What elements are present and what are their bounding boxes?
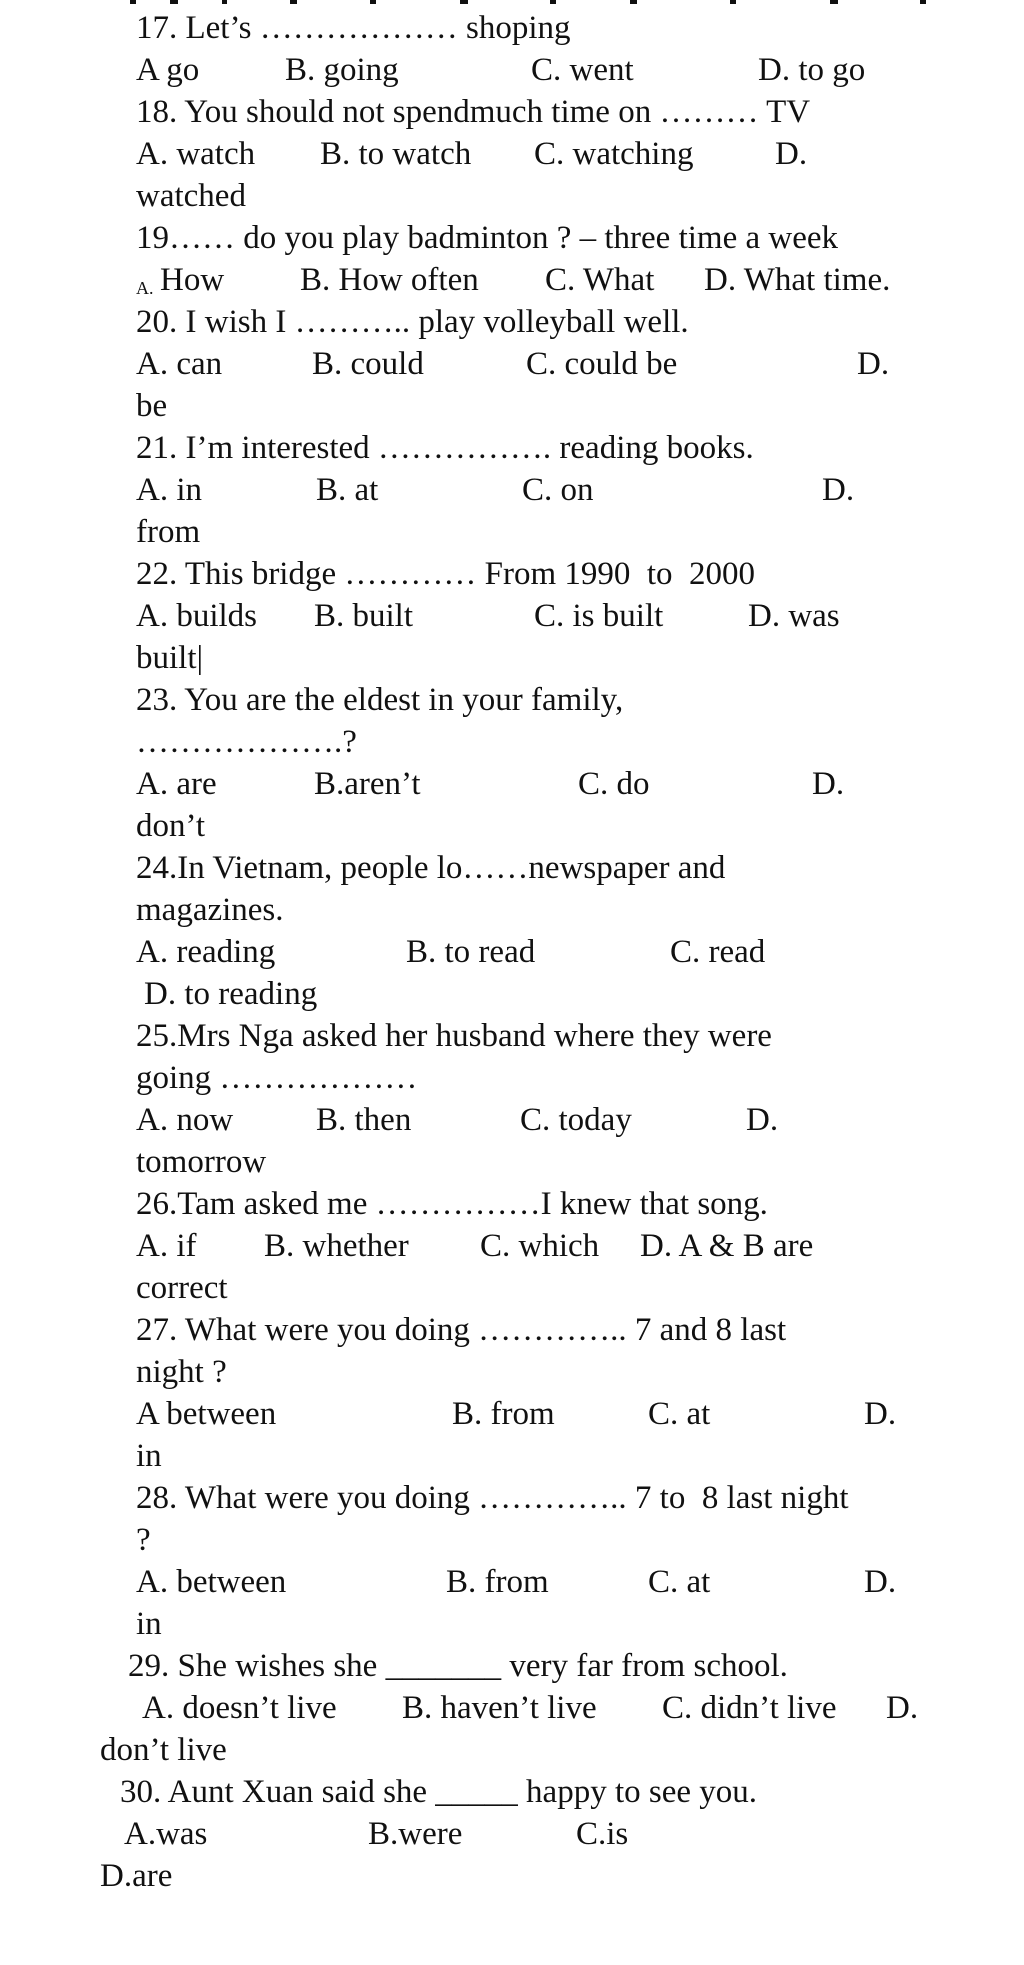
worksheet-line: 30. Aunt Xuan said she _____ happy to see you. bbox=[120, 1774, 758, 1810]
worksheet-line: magazines. bbox=[136, 892, 284, 928]
answer-option: C. went bbox=[531, 52, 634, 88]
worksheet-line: 21. I’m interested ……………. reading books. bbox=[136, 430, 754, 466]
worksheet-line: don’t bbox=[136, 808, 206, 844]
answer-option: D. bbox=[886, 1690, 919, 1726]
answer-option: C. didn’t live bbox=[662, 1690, 837, 1726]
worksheet-line: A. if bbox=[136, 1228, 197, 1264]
worksheet-line: A. reading bbox=[136, 934, 276, 970]
worksheet-line: A. now bbox=[136, 1102, 234, 1138]
worksheet-line: 18. You should not spendmuch time on ……… TV bbox=[136, 94, 811, 130]
worksheet-line: 26.Tam asked me ……………I knew that song. bbox=[136, 1186, 768, 1222]
answer-option: B. to read bbox=[406, 934, 536, 970]
worksheet-line: in bbox=[136, 1606, 162, 1642]
answer-option: D. bbox=[822, 472, 855, 508]
answer-option: B.were bbox=[368, 1816, 463, 1852]
worksheet-line: A go bbox=[136, 52, 200, 88]
worksheet-line: A. bbox=[136, 278, 154, 298]
answer-option: B. haven’t live bbox=[402, 1690, 597, 1726]
worksheet-line: D.are bbox=[100, 1858, 173, 1894]
cropped-top-line bbox=[130, 0, 950, 4]
worksheet-line: be bbox=[136, 388, 168, 424]
worksheet-line: in bbox=[136, 1438, 162, 1474]
worksheet-line: ? bbox=[136, 1522, 151, 1558]
answer-option: B. How often bbox=[300, 262, 479, 298]
answer-option: D. bbox=[857, 346, 890, 382]
worksheet-line: 24.In Vietnam, people lo……newspaper and bbox=[136, 850, 726, 886]
worksheet-line: A. are bbox=[136, 766, 217, 802]
worksheet-line: A. watch bbox=[136, 136, 256, 172]
answer-option: D. bbox=[746, 1102, 779, 1138]
worksheet-line: A between bbox=[136, 1396, 277, 1432]
answer-option: B. could bbox=[312, 346, 424, 382]
answer-option: C.is bbox=[576, 1816, 629, 1852]
answer-option: How bbox=[160, 262, 225, 298]
answer-option: C. What bbox=[545, 262, 655, 298]
worksheet-line: A. builds bbox=[136, 598, 258, 634]
answer-option: B. then bbox=[316, 1102, 412, 1138]
worksheet-line: correct bbox=[136, 1270, 228, 1306]
answer-option: D. to go bbox=[758, 52, 866, 88]
answer-option: C. which bbox=[480, 1228, 600, 1264]
answer-option: B. from bbox=[446, 1564, 549, 1600]
answer-option: B. to watch bbox=[320, 136, 472, 172]
answer-option: C. could be bbox=[526, 346, 678, 382]
worksheet-line: ……………….? bbox=[136, 724, 357, 760]
worksheet-line: A. between bbox=[136, 1564, 287, 1600]
worksheet-line: 23. You are the eldest in your family, bbox=[136, 682, 624, 718]
worksheet-line: A. doesn’t live bbox=[142, 1690, 337, 1726]
worksheet-line: 22. This bridge ………… From 1990 to 2000 bbox=[136, 556, 756, 592]
answer-option: B. built bbox=[314, 598, 414, 634]
answer-option: C. on bbox=[522, 472, 594, 508]
answer-option: C. read bbox=[670, 934, 766, 970]
worksheet-line: tomorrow bbox=[136, 1144, 267, 1180]
answer-option: C. at bbox=[648, 1564, 711, 1600]
answer-option: D. bbox=[812, 766, 845, 802]
answer-option: D. What time. bbox=[704, 262, 891, 298]
worksheet-line: 20. I wish I ……….. play volleyball well. bbox=[136, 304, 689, 340]
answer-option: D. was bbox=[748, 598, 840, 634]
answer-option: B. going bbox=[285, 52, 399, 88]
answer-option: B. whether bbox=[264, 1228, 409, 1264]
worksheet-line: 27. What were you doing ………….. 7 and 8 last bbox=[136, 1312, 787, 1348]
worksheet-line: watched bbox=[136, 178, 246, 214]
answer-option: D. bbox=[864, 1564, 897, 1600]
answer-option: B.aren’t bbox=[314, 766, 421, 802]
worksheet-line: 19…… do you play badminton ? – three time a week bbox=[136, 220, 838, 256]
worksheet-line: 29. She wishes she _______ very far from school. bbox=[128, 1648, 788, 1684]
worksheet-line: A. can bbox=[136, 346, 223, 382]
worksheet-line: from bbox=[136, 514, 201, 550]
worksheet-line: A. in bbox=[136, 472, 202, 508]
answer-option: B. from bbox=[452, 1396, 555, 1432]
worksheet-line: 17. Let’s ……………… shoping bbox=[136, 10, 571, 46]
worksheet-line: going ……………… bbox=[136, 1060, 418, 1096]
answer-option: D. A & B are bbox=[640, 1228, 814, 1264]
answer-option: B. at bbox=[316, 472, 379, 508]
worksheet-line: night ? bbox=[136, 1354, 227, 1390]
worksheet-line: 25.Mrs Nga asked her husband where they were bbox=[136, 1018, 772, 1054]
worksheet-line: built| bbox=[136, 640, 204, 676]
answer-option: C. is built bbox=[534, 598, 664, 634]
answer-option: D. bbox=[775, 136, 808, 172]
answer-option: C. do bbox=[578, 766, 650, 802]
answer-option: C. watching bbox=[534, 136, 694, 172]
answer-option: D. bbox=[864, 1396, 897, 1432]
answer-option: C. at bbox=[648, 1396, 711, 1432]
worksheet-line: D. to reading bbox=[144, 976, 318, 1012]
worksheet-line: A.was bbox=[124, 1816, 208, 1852]
worksheet-line: don’t live bbox=[100, 1732, 227, 1768]
answer-option: C. today bbox=[520, 1102, 632, 1138]
worksheet-line: 28. What were you doing ………….. 7 to 8 last night bbox=[136, 1480, 849, 1516]
